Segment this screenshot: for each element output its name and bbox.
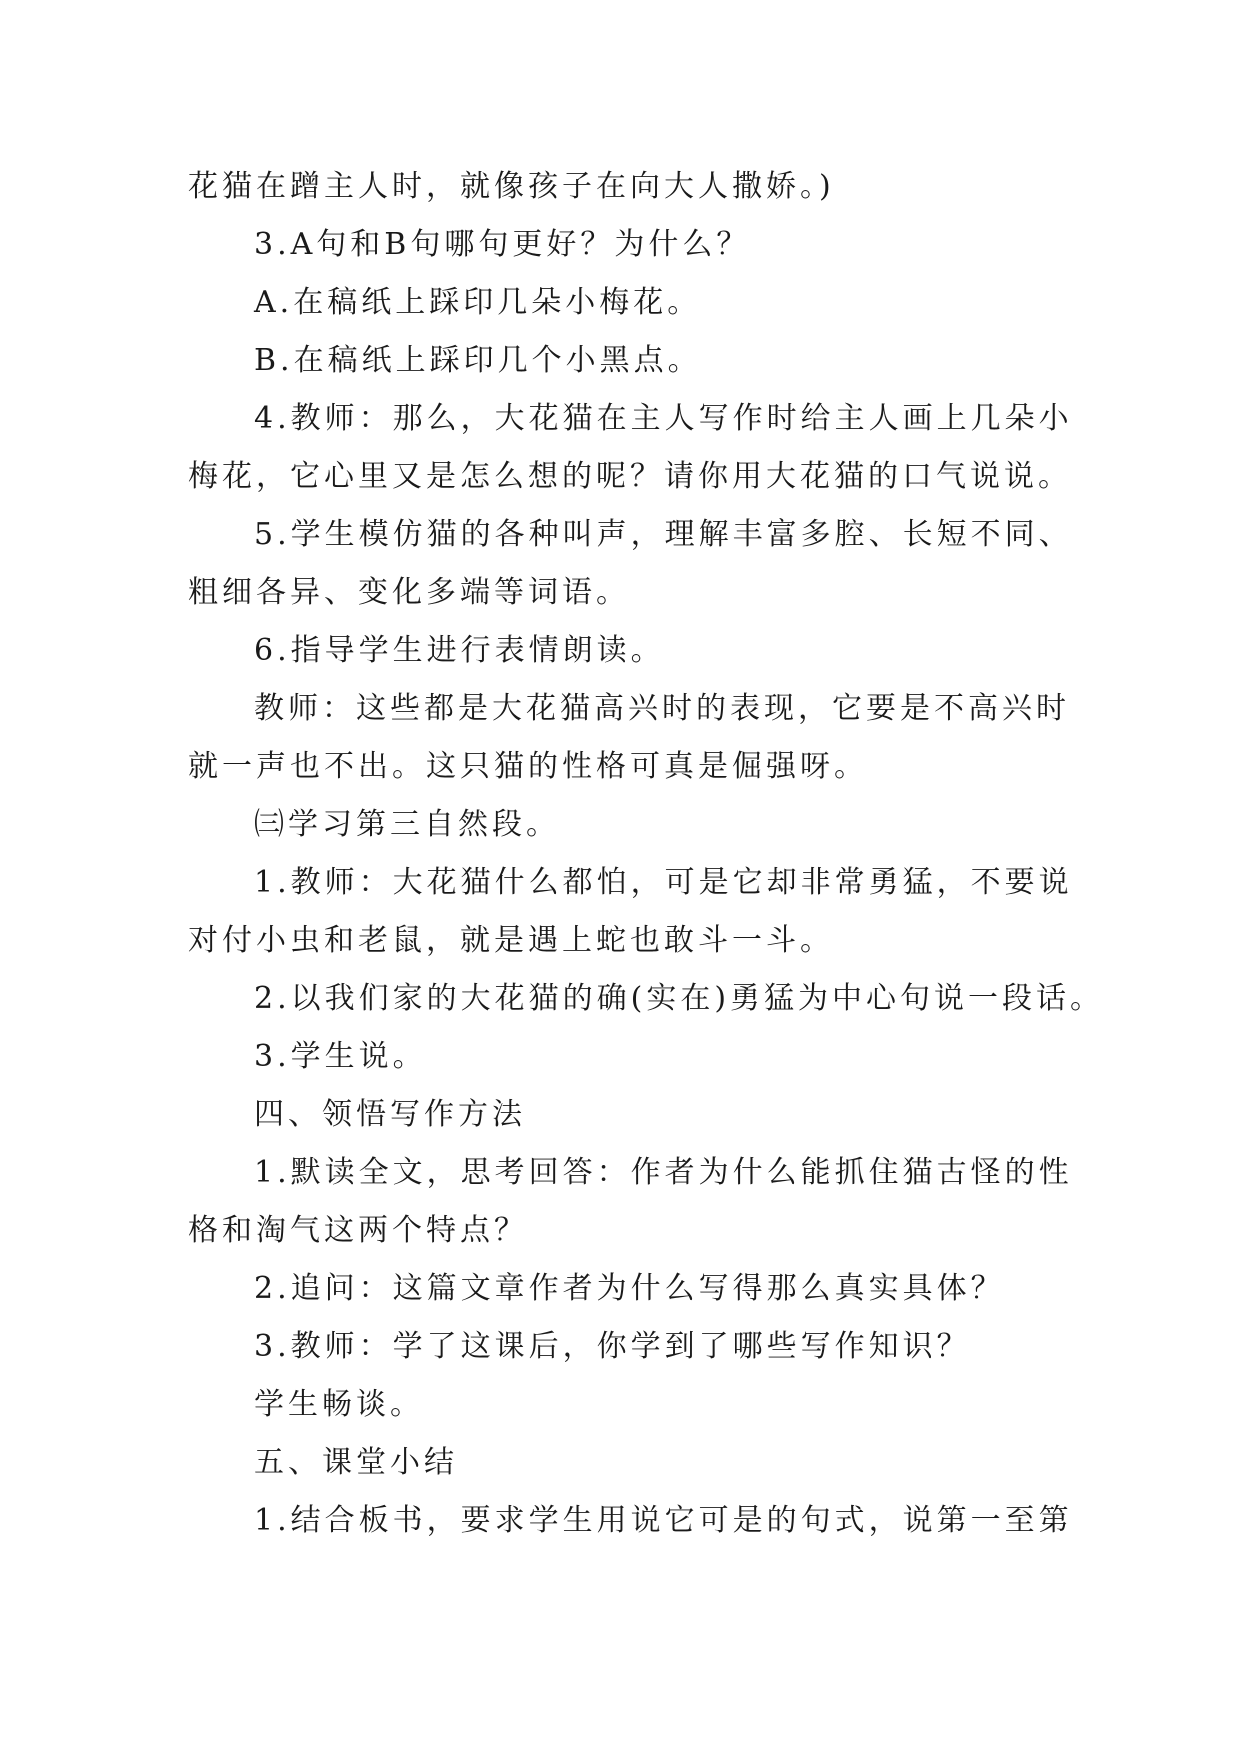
text-line: 3.A句和B句哪句更好？为什么？ [254,227,751,262]
text-line: 学生畅谈。 [254,1387,424,1422]
text-line: 5.学生模仿猫的各种叫声，理解丰富多腔、长短不同、 [254,517,1073,552]
text-line: 6.指导学生进行表情朗读。 [254,633,665,668]
text-line: 就一声也不出。这只猫的性格可真是倔强呀。 [188,749,868,784]
text-line: A.在稿纸上踩印几朵小梅花。 [254,285,702,320]
text-line: 2.追问：这篇文章作者为什么写得那么真实具体？ [254,1271,1005,1306]
text-line: 对付小虫和老鼠，就是遇上蛇也敢斗一斗。 [188,923,834,958]
text-line: 粗细各异、变化多端等词语。 [188,575,630,610]
text-line: 格和淘气这两个特点？ [188,1213,528,1248]
text-line: 3.学生说。 [254,1039,427,1074]
text-line: B.在稿纸上踩印几个小黑点。 [254,343,702,378]
text-line: 花猫在蹭主人时，就像孩子在向大人撒娇。) [188,169,835,204]
text-line: 教师：这些都是大花猫高兴时的表现，它要是不高兴时 [254,691,1070,726]
text-line: ㈢学习第三自然段。 [254,807,560,842]
text-line: 2.以我们家的大花猫的确(实在)勇猛为中心句说一段话。 [254,981,1105,1016]
text-line: 梅花，它心里又是怎么想的呢？请你用大花猫的口气说说。 [188,459,1072,494]
text-line: 四、领悟写作方法 [254,1097,526,1132]
text-line: 1.教师：大花猫什么都怕，可是它却非常勇猛，不要说 [254,865,1073,900]
text-line: 1.默读全文，思考回答：作者为什么能抓住猫古怪的性 [254,1155,1073,1190]
text-line: 五、课堂小结 [254,1445,458,1480]
document-body [188,158,1105,1550]
text-line: 3.教师：学了这课后，你学到了哪些写作知识？ [254,1329,971,1364]
text-line: 1.结合板书，要求学生用说它可是的句式，说第一至第 [254,1503,1073,1538]
text-line: 4.教师：那么，大花猫在主人写作时给主人画上几朵小 [254,401,1073,436]
